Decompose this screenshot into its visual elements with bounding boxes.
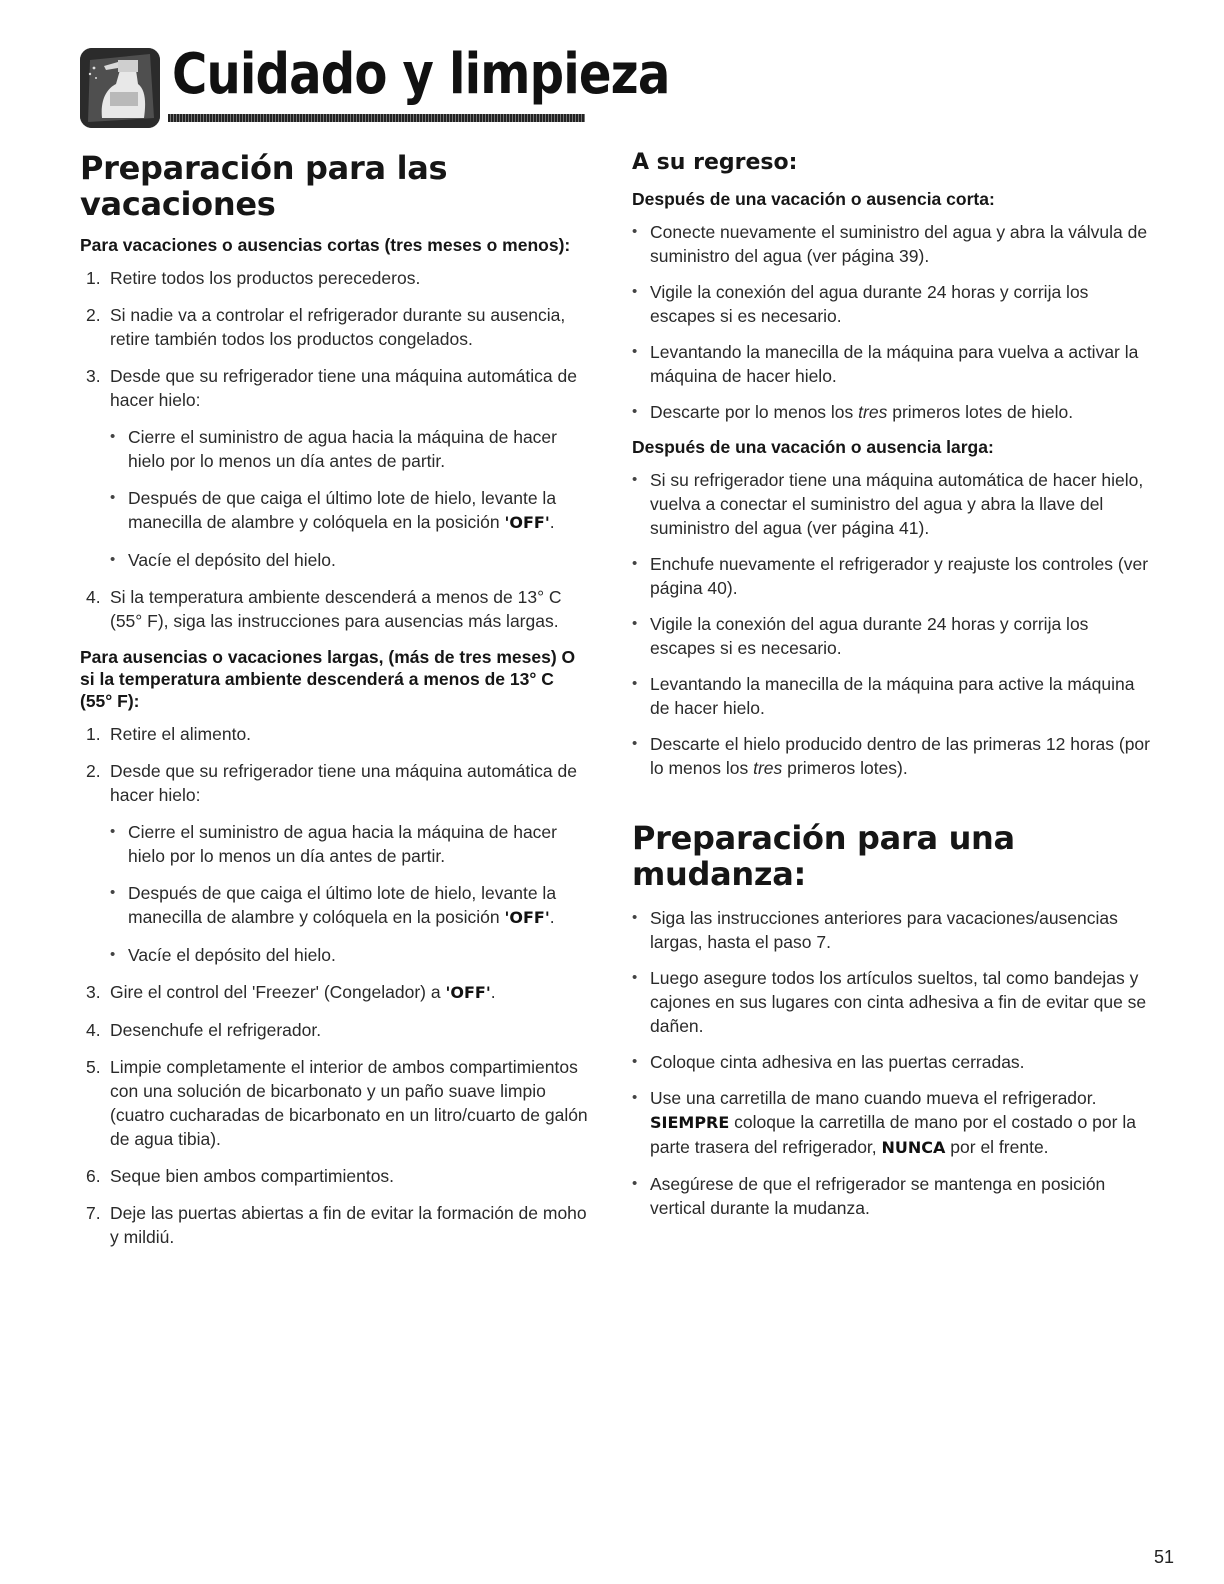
list-item: 3. Gire el control del 'Freezer' (Congelador) a 'OFF'. (86, 982, 496, 1002)
list-item: 4. Desenchufe el refrigerador. (86, 1020, 322, 1040)
list-item: 2. Si nadie va a controlar el refrigerador durante su ausencia, retire también todos los productos congelados. (86, 305, 566, 349)
list-item: • Coloque cinta adhesiva en las puertas cerradas. (632, 1050, 1152, 1074)
list-item: 1. Retire el alimento. (86, 724, 252, 744)
list-item: • Enchufe nuevamente el refrigerador y reajuste los controles (ver página 40). (632, 552, 1152, 600)
list-item: • Levantando la manecilla de la máquina para active la máquina de hacer hielo. (632, 672, 1152, 720)
list-item: • Vacíe el depósito del hielo. (110, 548, 590, 572)
list-item: • Después de que caiga el último lote de hielo, levante la manecilla de alambre y colóquela en la posición 'OFF'. (110, 881, 590, 930)
list-item: • Descarte el hielo producido dentro de las primeras 12 horas (por lo menos los tres primeros lotes). (632, 732, 1152, 780)
list-item: • Cierre el suministro de agua hacia la máquina de hacer hielo por lo menos un día antes de partir. (110, 425, 590, 473)
list-item: 2. Desde que su refrigerador tiene una máquina automática de hacer hielo: • Cierre el suministro de agua hacia la máquina de hacer hielo por lo menos un día antes de partir. • Después de que caiga el último lote de hielo, levante la manecilla de alambre y colóquela en la posición 'OFF'. • Vacíe el depósito del hielo. (80, 759, 590, 967)
list-item: 3. Desde que su refrigerador tiene una máquina automática de hacer hielo: • Cierre el suministro de agua hacia la máquina de hacer hielo por lo menos un día antes de partir. • Después de que caiga el último lote de hielo, levante la manecilla de alambre y colóquela en la posición 'OFF'. • Vacíe el depósito del hielo. (80, 364, 590, 572)
spray-bottle-icon (80, 48, 160, 128)
ice-maker-substeps (110, 820, 590, 967)
list-item: • Vigile la conexión del agua durante 24 horas y corrija los escapes si es necesario. (632, 280, 1152, 328)
list-item: • Asegúrese de que el refrigerador se mantenga en posición vertical durante la mudanza. (632, 1172, 1152, 1220)
long-absence-steps (80, 722, 590, 1249)
list-item: • Descarte por lo menos los tres primeros lotes de hielo. (632, 400, 1152, 424)
list-item: • Luego asegure todos los artículos sueltos, tal como bandejas y cajones en sus lugares con cinta adhesiva a fin de evitar que se dañen. (632, 966, 1152, 1038)
list-item: 4. Si la temperatura ambiente descenderá a menos de 13° C (55° F), siga las instrucciones para ausencias más largas. (86, 587, 562, 631)
short-absence-heading: Para vacaciones o ausencias cortas (tres meses o menos): (80, 235, 571, 255)
left-column (80, 150, 590, 1262)
list-item: • Vigile la conexión del agua durante 24 horas y corrija los escapes si es necesario. (632, 612, 1152, 660)
return-short-list (632, 220, 1152, 424)
vacation-prep-title: Preparación para las vacaciones (80, 149, 448, 223)
list-item: 7. Deje las puertas abiertas a fin de evitar la formación de moho y mildiú. (86, 1203, 587, 1247)
return-title: A su regreso: (632, 150, 798, 175)
list-item: • Siga las instrucciones anteriores para vacaciones/ausencias largas, hasta el paso 7. (632, 906, 1152, 954)
list-item: • Si su refrigerador tiene una máquina automática de hacer hielo, vuelva a conectar el suministro del agua y abra la llave del suministro del agua (ver página 41). (632, 468, 1152, 540)
long-absence-heading: Para ausencias o vacaciones largas, (más de tres meses) O si la temperatura ambiente descenderá a menos de 13° C (55° F): (80, 647, 576, 711)
list-item: 5. Limpie completamente el interior de ambos compartimientos con una solución de bicarbonato y un paño suave limpio (cuatro cucharadas de bicarbonato en un litro/cuarto de galón de agua tibia). (86, 1057, 588, 1149)
list-item: • Vacíe el depósito del hielo. (110, 943, 590, 967)
moving-list (632, 906, 1152, 1220)
right-column (632, 150, 1152, 1232)
page-header (80, 40, 670, 130)
return-long-list (632, 468, 1152, 780)
list-item: • Cierre el suministro de agua hacia la máquina de hacer hielo por lo menos un día antes de partir. (110, 820, 590, 868)
list-item: • Use una carretilla de mano cuando mueva el refrigerador. SIEMPRE coloque la carretilla de mano por el costado o por la parte trasera del refrigerador, NUNCA por el frente. (632, 1086, 1152, 1160)
list-item: 6. Seque bien ambos compartimientos. (86, 1166, 395, 1186)
list-item: • Levantando la manecilla de la máquina para vuelva a activar la máquina de hacer hielo. (632, 340, 1152, 388)
return-long-heading: Después de una vacación o ausencia larga: (632, 437, 994, 457)
return-short-heading: Después de una vacación o ausencia corta: (632, 189, 995, 209)
list-item: • Conecte nuevamente el suministro del agua y abra la válvula de suministro del agua (ver página 39). (632, 220, 1152, 268)
header-rule (168, 114, 585, 122)
moving-prep-title: Preparación para una mudanza: (632, 819, 1015, 893)
ice-maker-substeps (110, 425, 590, 572)
page-number: 51 (1153, 1547, 1174, 1567)
short-absence-steps (80, 266, 590, 633)
section-title: Cuidado y limpieza (172, 42, 670, 107)
list-item: 1. Retire todos los productos perecederos. (86, 268, 421, 288)
list-item: • Después de que caiga el último lote de hielo, levante la manecilla de alambre y colóquela en la posición 'OFF'. (110, 486, 590, 535)
